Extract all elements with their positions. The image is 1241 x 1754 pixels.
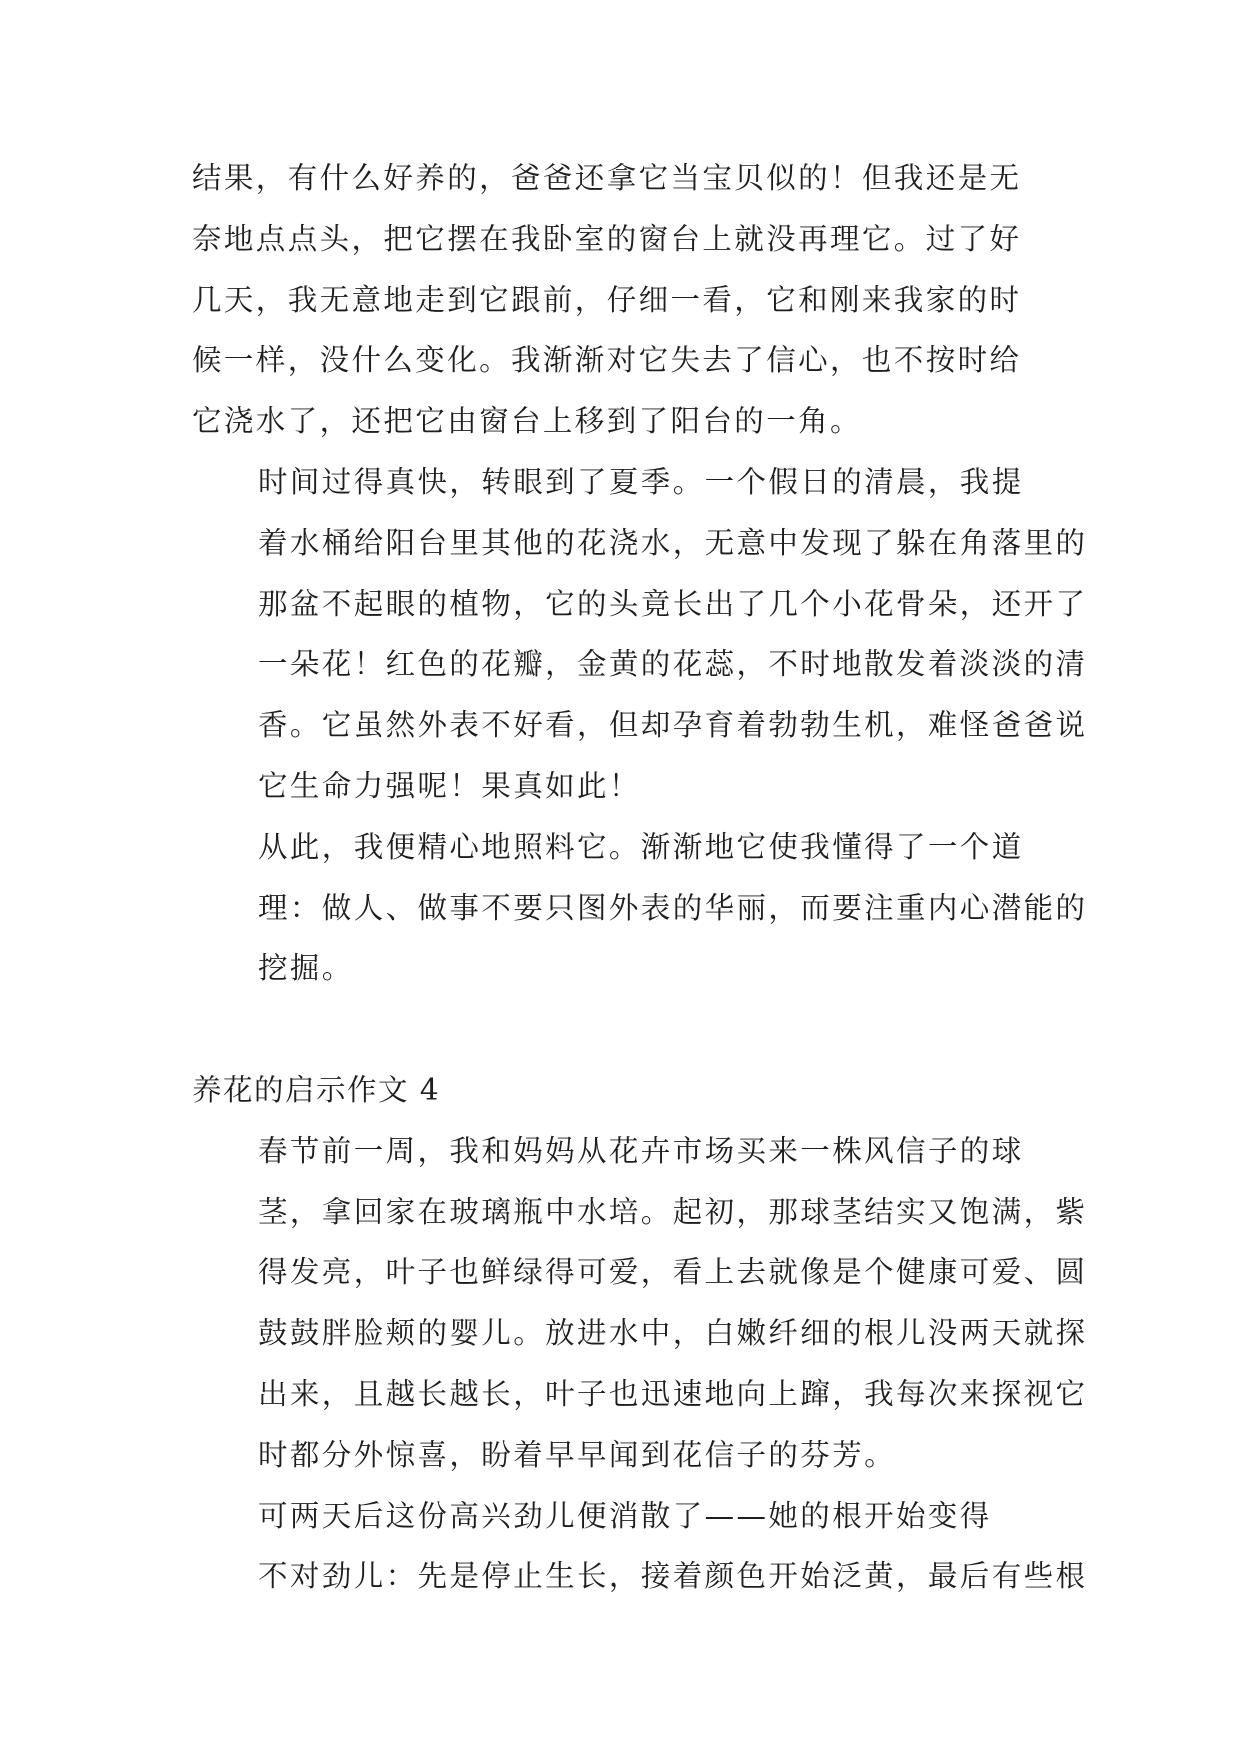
paragraph-4 <box>192 1121 1088 1486</box>
paragraph-2 <box>192 452 1088 817</box>
text-line: 理：做人、做事不要只图外表的华丽，而要注重内心潜能的 <box>258 890 1088 925</box>
text-line: 茎，拿回家在玻璃瓶中水培。起初，那球茎结实又饱满，紫 <box>258 1194 1088 1229</box>
paragraph-1 <box>192 148 1052 452</box>
text-line: 几天，我无意地走到它跟前，仔细一看，它和刚来我家的时 <box>192 282 1022 317</box>
text-line: 出来，且越长越长，叶子也迅速地向上蹿，我每次来探视它 <box>258 1376 1088 1411</box>
text-line: 时都分外惊喜，盼着早早闻到花信子的芬芳。 <box>258 1437 897 1472</box>
paragraph-3 <box>192 817 1088 999</box>
text-line: 香。它虽然外表不好看，但却孕育着勃勃生机，难怪爸爸说 <box>258 708 1088 743</box>
text-line: 从此，我便精心地照料它。渐渐地它使我懂得了一个道 <box>258 829 1024 864</box>
text-line: 春节前一周，我和妈妈从花卉市场买来一株风信子的球 <box>258 1133 1024 1168</box>
text-line: 鼓鼓胖脸颊的婴儿。放进水中，白嫩纤细的根儿没两天就探 <box>258 1316 1088 1351</box>
text-line: 结果，有什么好养的，爸爸还拿它当宝贝似的！但我还是无 <box>192 161 1022 195</box>
section-previous-essay <box>192 148 1088 999</box>
section-essay-4 <box>192 1060 1088 1607</box>
text-line: 候一样，没什么变化。我渐渐对它失去了信心，也不按时给 <box>192 343 1022 378</box>
text-line: 可两天后这份高兴劲儿便消散了——她的根开始变得 <box>258 1498 992 1533</box>
text-line: 时间过得真快，转眼到了夏季。一个假日的清晨，我提 <box>258 464 1024 499</box>
text-line: 不对劲儿：先是停止生长，接着颜色开始泛黄，最后有些根 <box>258 1559 1088 1594</box>
essay-title: 养花的启示作文 4 <box>192 1072 441 1107</box>
text-line: 那盆不起眼的植物，它的头竟长出了几个小花骨朵，还开了 <box>258 586 1088 621</box>
text-line: 得发亮，叶子也鲜绿得可爱，看上去就像是个健康可爱、圆 <box>258 1255 1088 1290</box>
text-line: 一朵花！红色的花瓣，金黄的花蕊，不时地散发着淡淡的清 <box>258 647 1088 682</box>
text-line: 奈地点点头，把它摆在我卧室的窗台上就没再理它。过了好 <box>192 221 1022 256</box>
text-line: 着水桶给阳台里其他的花浇水，无意中发现了躲在角落里的 <box>258 525 1088 560</box>
paragraph-5 <box>192 1486 1088 1608</box>
text-line: 它生命力强呢！果真如此！ <box>258 768 641 803</box>
text-line: 它浇水了，还把它由窗台上移到了阳台的一角。 <box>192 404 862 439</box>
document-body <box>192 148 1088 1607</box>
text-line: 挖掘。 <box>258 951 354 986</box>
